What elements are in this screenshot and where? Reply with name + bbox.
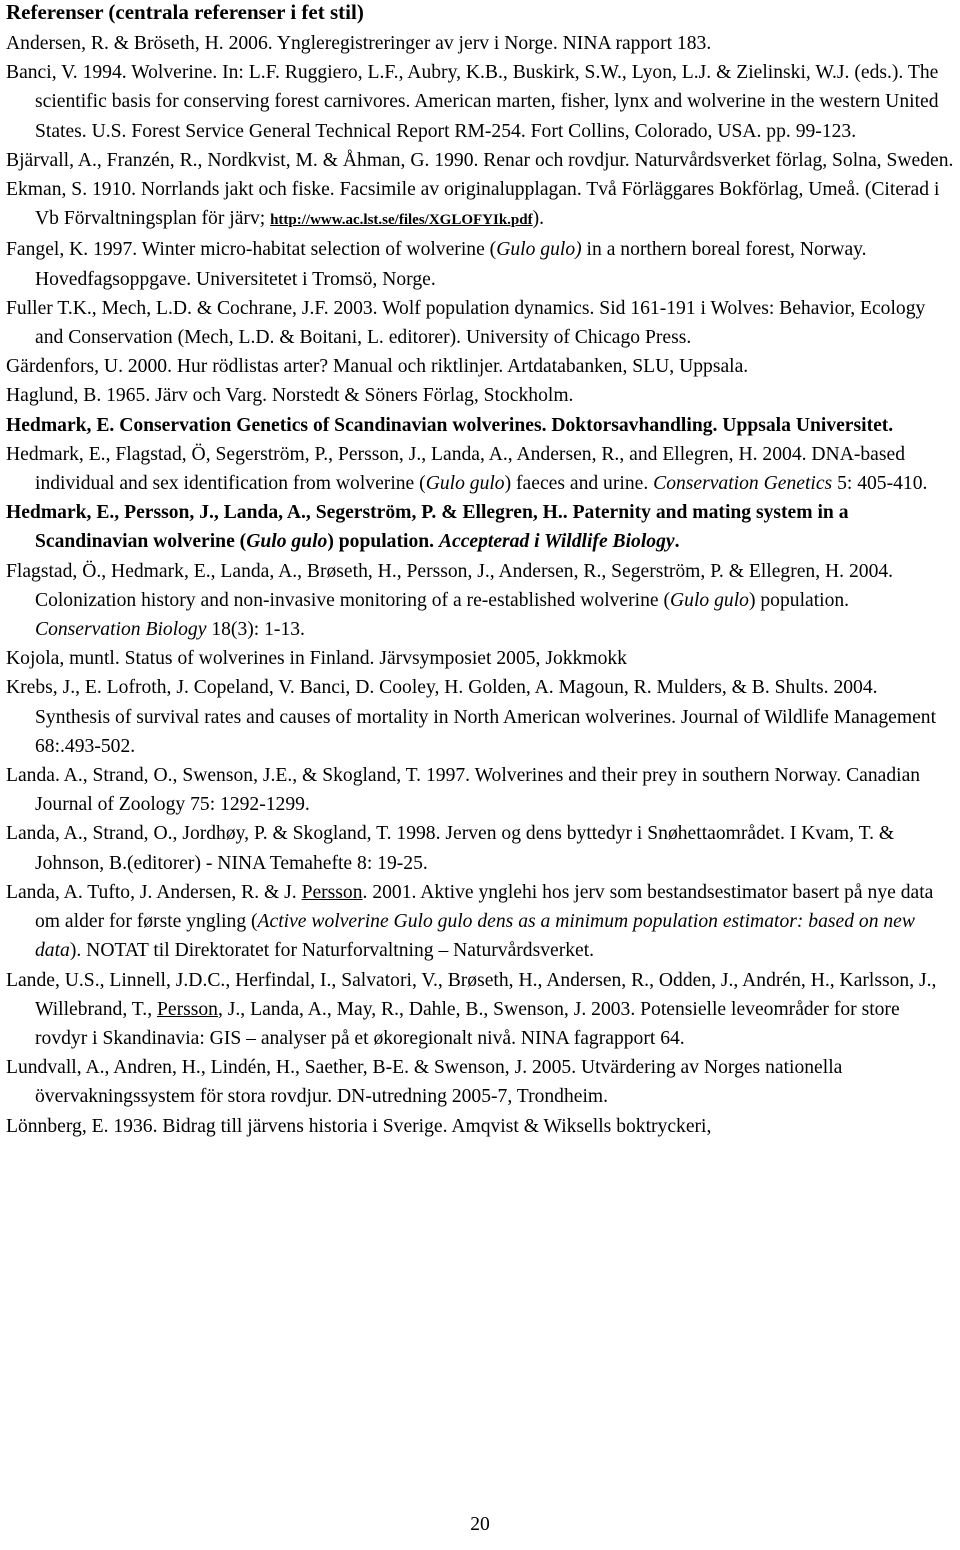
reference-entry — [6, 557, 956, 645]
reference-text: Krebs, J., E. Lofroth, J. Copeland, V. Banci, D. Cooley, H. Golden, A. Magoun, R. Mulders, & B. Shults. 2004. Synthesis of survival rates and causes of mortality in North American wolverines. Journal of Wildlife Management 68:.493-502. — [6, 677, 937, 757]
reference-entry — [6, 819, 956, 877]
reference-text: Lundvall, A., Andren, H., Lindén, H., Saether, B-E. & Swenson, J. 2005. Utvärdering av Norges nationella övervakningssystem för stora rovdjur. DN-utredning 2005-7, Trondheim. — [6, 1057, 843, 1108]
reference-text: Landa, A., Strand, O., Jordhøy, P. & Skogland, T. 1998. Jerven og dens byttedyr i Snøhettaområdet. I Kvam, T. & Johnson, B.(editorer) - NINA Temahefte 8: 19-25. — [6, 823, 895, 874]
reference-text: Haglund, B. 1965. Järv och Varg. Norstedt & Söners Förlag, Stockholm. — [6, 385, 574, 407]
reference-text: Gulo gulo) — [496, 239, 582, 261]
references-heading: Referenser (centrala referenser i fet stil) — [6, 0, 364, 24]
reference-entry — [6, 294, 956, 352]
reference-text: Fuller T.K., Mech, L.D. & Cochrane, J.F. 2003. Wolf population dynamics. Sid 161-191 i Wolves: Behavior, Ecology and Conservation (Mech, L.D. & Boitani, L. editorer). University of Chicago Press. — [6, 297, 926, 349]
reference-text: 5: 405-410. — [832, 473, 928, 495]
reference-entry — [6, 146, 956, 175]
reference-text: Landa. A., Strand, O., Swenson, J.E., & Skogland, T. 1997. Wolverines and their prey in southern Norway. Canadian Journal of Zoology 75: 1292-1299. — [6, 765, 921, 816]
reference-text: Gulo gulo — [670, 589, 749, 611]
reference-text: Gärdenfors, U. 2000. Hur rödlistas arter? Manual och riktlinjer. Artdatabanken, SLU, Uppsala. — [6, 356, 749, 378]
reference-text: Banci, V. 1994. Wolverine. In: L.F. Ruggiero, L.F., Aubry, K.B., Buskirk, S.W., Lyon, L.J. & Zielinski, W.J. (eds.). The scientific basis for conserving forest carnivores. American marten, fisher, lynx and wolverine in the western United States. U.S. Forest Service General Technical Report RM-254. Fort Collins, Colorado, USA. pp. 99-123. — [6, 62, 939, 142]
reference-entry — [6, 644, 956, 673]
reference-text: Hedmark, E., Flagstad, Ö, Segerström, P., Persson, J., Landa, A., Andersen, R., and Ellegren, H. 2004. DNA-based individual and sex identification from wolverine ( — [6, 443, 905, 495]
reference-entry — [6, 411, 956, 440]
reference-text: Hedmark, E. Conservation Genetics of Scandinavian wolverines. Doktorsavhandling. Uppsala Universitet. — [6, 414, 894, 436]
reference-text: Gulo gulo — [246, 531, 328, 553]
reference-text: in a northern boreal forest, Norway. Hovedfagsoppgave. Universitetet i Tromsö, Norge. — [35, 239, 867, 290]
reference-text: Andersen, R. & Bröseth, H. 2006. Yngleregistreringer av jerv i Norge. NINA rapport 183. — [6, 33, 712, 54]
reference-text: Ekman, S. 1910. Norrlands jakt och fiske. Facsimile av originalupplagan. Två Förläggares Bokförlag, Umeå. (Citerad i Vb Förvaltningsplan för järv; — [6, 179, 940, 230]
reference-text: Landa, A. Tufto, J. Andersen, R. & J. — [6, 881, 302, 903]
reference-entry — [6, 440, 956, 498]
reference-text: 18(3): 1-13. — [206, 619, 305, 641]
reference-text: ) faeces and urine. — [504, 473, 654, 495]
reference-entry — [6, 235, 956, 293]
reference-text: Lönnberg, E. 1936. Bidrag till järvens historia i Sverige. Amqvist & Wiksells boktryckeri, — [6, 1115, 712, 1137]
reference-list — [6, 29, 956, 1141]
reference-text: Accepterad i Wildlife Biology — [438, 531, 675, 553]
reference-text: Conservation Genetics — [653, 473, 833, 495]
reference-text: Persson — [157, 998, 218, 1020]
reference-text: ) population. — [748, 589, 850, 611]
reference-text: Fangel, K. 1997. Winter micro-habitat selection of wolverine ( — [6, 239, 497, 261]
reference-entry — [6, 878, 956, 966]
reference-text: Lande, U.S., Linnell, J.D.C., Herfindal, I., Salvatori, V., Brøseth, H., Andersen, R., Odden, J., Andrén, H., Karlsson, J., Willebrand, T., — [6, 969, 937, 1020]
reference-text: . — [674, 531, 680, 553]
page-number: 20 — [470, 1514, 490, 1535]
reference-text: ). — [532, 208, 545, 230]
reference-entry — [6, 381, 956, 410]
reference-text: Flagstad, Ö., Hedmark, E., Landa, A., Brøseth, H., Persson, J., Andersen, R., Segerström, P. & Ellegren, H. 2004. Colonization history and non-invasive monitoring of a re-established wolverine ( — [6, 560, 894, 611]
reference-text: Gulo gulo — [425, 473, 505, 495]
reference-text: ). NOTAT til Direktoratet for Naturforvaltning – Naturvårdsverket. — [69, 940, 595, 962]
reference-entry — [6, 58, 956, 146]
reference-entry — [6, 1053, 956, 1111]
reference-text: . 2001. Aktive ynglehi hos jerv som bestandsestimator basert på nye data om alder for første yngling ( — [35, 881, 934, 933]
reference-text: Persson — [301, 881, 363, 903]
reference-entry — [6, 966, 956, 1054]
reference-entry — [6, 1112, 956, 1141]
reference-text: Conservation Biology — [35, 619, 207, 641]
reference-entry — [6, 761, 956, 819]
reference-link[interactable]: http://www.ac.lst.se/files/XGLOFYIk.pdf — [270, 212, 533, 229]
reference-text: , J., Landa, A., May, R., Dahle, B., Swenson, J. 2003. Potensielle leveområder for store rovdyr i Skandinavia: GIS – analyser på et økoregionalt nivå. NINA fagrapport 64. — [35, 998, 900, 1049]
reference-text: Kojola, muntl. Status of wolverines in Finland. Järvsymposiet 2005, Jokkmokk — [6, 648, 627, 670]
reference-entry — [6, 29, 956, 58]
reference-text: ) population. — [327, 531, 439, 553]
reference-entry — [6, 498, 956, 556]
reference-entry — [6, 673, 956, 761]
reference-entry — [6, 352, 956, 381]
reference-text: Active wolverine Gulo gulo dens as a minimum population estimator: based on new data — [35, 911, 915, 962]
reference-text: Hedmark, E., Persson, J., Landa, A., Segerström, P. & Ellegren, H.. Paternity and mating system in a Scandinavian wolverine ( — [6, 502, 849, 553]
reference-entry — [6, 175, 956, 235]
reference-text: Bjärvall, A., Franzén, R., Nordkvist, M. & Åhman, G. 1990. Renar och rovdjur. Naturvårdsverket förlag, Solna, Sweden. — [6, 149, 954, 171]
